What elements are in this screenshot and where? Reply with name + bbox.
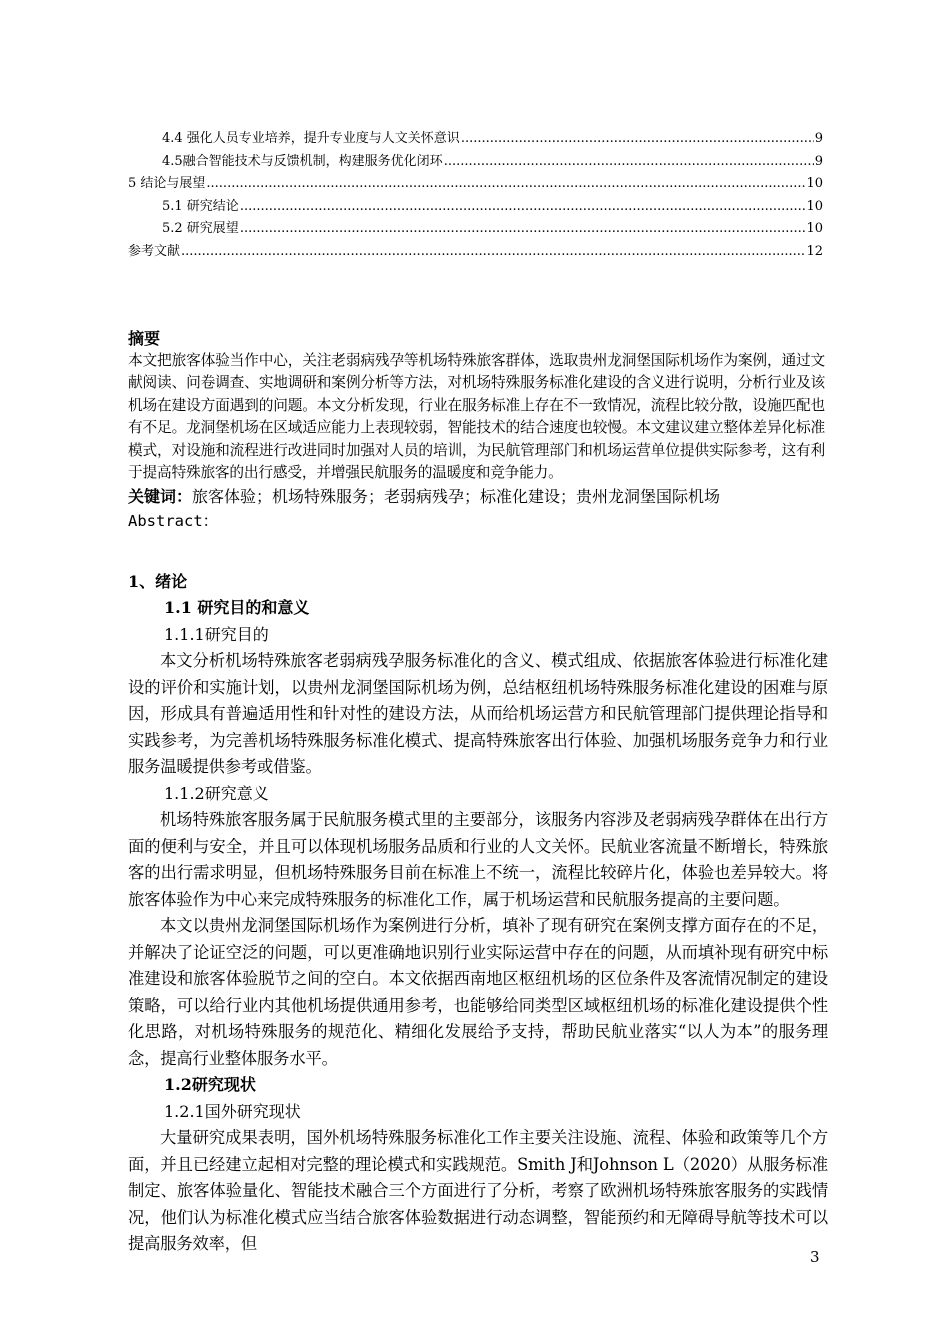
section-heading: 1.2研究现状 — [164, 1075, 256, 1094]
paragraph: 本文分析机场特殊旅客老弱病残孕服务标准化的含义、模式组成、依据旅客体验进行标准化建设的评价和实施计划，以贵州龙洞堡国际机场为例，总结枢纽机场特殊服务标准化建设的困难与原因，形成具有普遍适用性和针对性的建设方法，从而给机场运营方和民航管理部门提供理论指导和实践参考，为完善机场特殊服务标准化模式、提高特殊旅客出行体验、加强机场服务竞争力和行业服务温暖提供参考或借鉴。 — [128, 651, 828, 776]
page-number: 3 — [810, 1248, 820, 1266]
toc-entry-text: 4.4 强化人员专业培养，提升专业度与人文关怀意识 — [162, 131, 460, 146]
keywords — [128, 485, 825, 509]
keywords-label: 关键词： — [128, 487, 193, 507]
toc-entry-page: 10 — [806, 221, 823, 236]
toc-entry[interactable] — [128, 128, 823, 151]
toc-leader-dots — [444, 151, 814, 174]
toc-entry-text: 5.1 研究结论 — [162, 198, 239, 214]
toc-entry-page: 10 — [806, 176, 823, 191]
toc-entry[interactable] — [128, 196, 823, 219]
abstract-section — [128, 328, 825, 532]
toc-leader-dots — [240, 218, 806, 241]
toc-entry[interactable] — [128, 151, 823, 174]
subsection-heading: 1.2.1国外研究现状 — [164, 1101, 301, 1121]
english-abstract-title: Abstract： — [128, 511, 219, 530]
table-of-contents — [128, 128, 823, 263]
chapter-heading: 1、绪论 — [128, 572, 188, 591]
toc-entry-text: 4.5融合智能技术与反馈机制，构建服务优化闭环 — [162, 153, 443, 169]
keywords-text: 旅客体验；机场特殊服务；老弱病残孕；标准化建设；贵州龙洞堡国际机场 — [192, 487, 721, 507]
toc-entry-text: 5.2 研究展望 — [162, 221, 239, 236]
section-heading: 1.1 研究目的和意义 — [164, 598, 310, 617]
abstract-body: 本文把旅客体验当作中心，关注老弱病残孕等机场特殊旅客群体，选取贵州龙洞堡国际机场作为案例，通过文献阅读、问卷调查、实地调研和案例分析等方法，对机场特殊服务标准化建设的含义进行说明，分析行业及该机场在建设方面遇到的问题。本文分析发现，行业在服务标准上存在不一致情况，流程比较分散，设施匹配也有不足。龙洞堡机场在区域适应能力上表现较弱，智能技术的结合速度也较慢。本文建议建立整体差异化标准模式，对设施和流程进行改进同时加强对人员的培训，为民航管理部门和机场运营单位提供实际参考，这有利于提高特殊旅客的出行感受，并增强民航服务的温暖度和竞争能力。 — [128, 352, 825, 482]
toc-entry-text: 5 结论与展望 — [128, 176, 206, 191]
paragraph: 本文以贵州龙洞堡国际机场作为案例进行分析，填补了现有研究在案例支撑方面存在的不足，并解决了论证空泛的问题，可以更准确地识别行业实际运营中存在的问题，从而填补现有研究中标准建设和旅客体验脱节之间的空白。本文依据西南地区枢纽机场的区位条件及客流情况制定的建设策略，可以给行业内其他机场提供通用参考，也能够给同类型区域枢纽机场的标准化建设提供个性化思路，对机场特殊服务的规范化、精细化发展给予支持，帮助民航业落实“以人为本”的服务理念，提高行业整体服务水平。 — [128, 916, 828, 1068]
paragraph: 大量研究成果表明，国外机场特殊服务标准化工作主要关注设施、流程、体验和政策等几个方面，并且已经建立起相对完整的理论模式和实践规范。Smith J和Johnson L（2020）从服务标准制定、旅客体验量化、智能技术融合三个方面进行了分析，考察了欧洲机场特殊旅客服务的实践情况，他们认为标准化模式应当结合旅客体验数据进行动态调整，智能预约和无障碍导航等技术可以提高服务效率，但 — [128, 1128, 828, 1253]
subsection-heading: 1.1.2研究意义 — [164, 783, 269, 803]
abstract-title: 摘要 — [128, 329, 161, 348]
toc-entry-page: 10 — [806, 198, 823, 214]
toc-leader-dots — [461, 128, 814, 151]
toc-leader-dots — [181, 241, 805, 264]
toc-entry-page: 12 — [806, 243, 823, 259]
toc-leader-dots — [206, 173, 805, 196]
toc-entry[interactable] — [128, 218, 823, 241]
toc-entry[interactable] — [128, 241, 823, 264]
toc-entry-text: 参考文献 — [128, 243, 181, 259]
paragraph: 机场特殊旅客服务属于民航服务模式里的主要部分，该服务内容涉及老弱病残孕群体在出行方面的便利与安全，并且可以体现机场服务品质和行业的人文关怀。民航业客流量不断增长，特殊旅客的出行需求明显，但机场特殊服务目前在标准上不统一，流程比较碎片化，体验也差异较大。将旅客体验作为中心来完成特殊服务的标准化工作，属于机场运营和民航服务提高的主要问题。 — [128, 810, 828, 909]
toc-entry-page: 9 — [814, 153, 823, 169]
subsection-heading: 1.1.1研究目的 — [164, 624, 269, 644]
toc-leader-dots — [240, 196, 806, 219]
toc-entry-page: 9 — [814, 131, 823, 146]
toc-entry[interactable] — [128, 173, 823, 196]
main-body — [128, 568, 828, 1258]
